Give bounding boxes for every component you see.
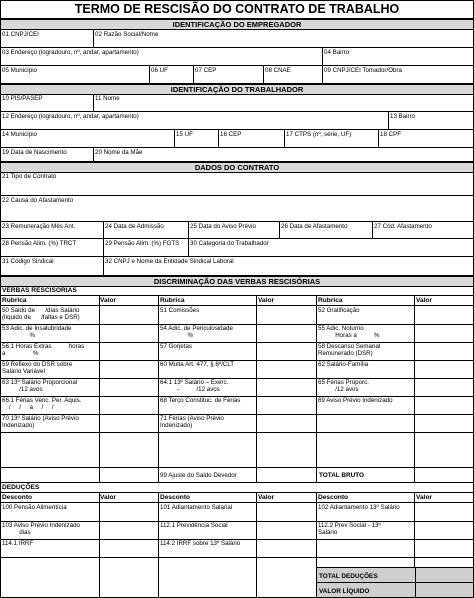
field-employee-name[interactable]: 11 Nome [94, 94, 473, 112]
deducoes-vline-1 [99, 493, 100, 597]
verbas-row-divider [1, 432, 473, 433]
field-union-entity[interactable]: 32 CNPJ e Nome da Entidade Sindical Laboral [104, 257, 473, 276]
field-departure-date[interactable]: 26 Data de Afastamento [280, 222, 373, 239]
deducoes-cell-c3-r1[interactable] [317, 503, 415, 521]
verbas-cell-c2-r7[interactable] [159, 414, 257, 432]
deducoes-label-line1: 112.1 Previdência Social [160, 522, 228, 529]
field-union-code[interactable]: 31 Código Sindical [1, 257, 104, 276]
field-employee-municipio[interactable]: 14 Município [1, 130, 175, 148]
verbas-cell-c3-r1[interactable] [317, 306, 415, 324]
field-cpf[interactable]: 18 CPF [379, 130, 473, 148]
verbas-label-line1: 51 Comissões [160, 307, 200, 314]
verbas-rubrica-header-1: Rubrica [2, 297, 27, 304]
verbas-cell-c1-r2[interactable] [1, 324, 99, 342]
verbas-label-line1: 69 Aviso Prévio Indenizado [318, 397, 393, 404]
deducoes-row-divider [1, 557, 473, 558]
deducoes-cell-c1-r2[interactable] [1, 521, 99, 539]
verbas-cell-c2-r3[interactable] [159, 342, 257, 360]
verbas-label-line2: a % [2, 350, 39, 357]
field-notice-date[interactable]: 25 Data do Aviso Prévio [189, 222, 280, 239]
verbas-label-line1: 63 13º Salário Proporcional [2, 379, 78, 386]
verbas-label-line2: Salário Variável [2, 368, 45, 375]
field-ajuste-saldo[interactable]: 99 Ajuste do Saldo Devedor [160, 472, 237, 479]
verbas-cell-c1-r6[interactable] [1, 396, 99, 414]
deducoes-cell-c3-r2[interactable] [317, 521, 415, 539]
verbas-ajuste-divider [1, 467, 473, 468]
field-employer-municipio[interactable]: 05 Município [1, 66, 150, 84]
verbas-rubrica-header-2: Rubrica [160, 297, 185, 304]
verbas-label-line2: Indenizado) [160, 422, 193, 429]
field-employee-address[interactable]: 12 Endereço (logradouro, nº, andar, apartamento) [1, 112, 389, 130]
verbas-cell-c3-r7[interactable] [317, 414, 415, 432]
deducoes-label-line1: 114.1 IRRF [2, 540, 34, 547]
deducoes-label-line1: 103 Aviso Prévio Indenizado [2, 522, 80, 529]
verbas-cell-c2-r1[interactable] [159, 306, 257, 324]
verbas-label-line2: - /12 avos [160, 386, 220, 393]
deducoes-label-line1: 101 Adiantamento Salarial [160, 504, 233, 511]
field-pis-pasep[interactable]: 10 PIS/PASEP [1, 94, 94, 112]
verbas-label-line1: 66.1 Férias Venc. Per. Aquis. [2, 397, 82, 404]
deducoes-valor-header-2: Valor [258, 494, 275, 501]
deducoes-cell-c3-r3[interactable] [317, 539, 415, 557]
verbas-cell-c1-r5[interactable] [1, 378, 99, 396]
field-ctps[interactable]: 17 CTPS (nº, série, UF) [285, 130, 379, 148]
field-employer-address[interactable]: 03 Endereço (logradouro, nº, andar, apartamento) [1, 48, 323, 66]
verbas-cell-c3-r4[interactable] [317, 360, 415, 378]
deducoes-label-line1: 114.2 IRRF sobre 13º Salário [160, 540, 241, 547]
verbas-label-line2: Remunerado (DSR) [318, 350, 373, 357]
total-deducoes-label: TOTAL DEDUÇÕES [317, 567, 415, 582]
field-employer-bairro[interactable]: 04 Bairro [323, 48, 473, 66]
verbas-label-line1: 68 Terço Constituc. de Férias [160, 397, 241, 404]
deducoes-desconto-header-3: Desconto [318, 494, 349, 501]
verbas-label-line2: (líquido de /faltas e DSR) [2, 314, 80, 321]
verbas-label-line1: 70 13º Salário (Aviso Prévio [2, 415, 79, 422]
deducoes-label-line2: dias [2, 529, 31, 536]
verbas-cell-c2-r6[interactable] [159, 396, 257, 414]
verbas-label-line2: / / a / / [2, 404, 54, 411]
deducoes-label-line1: 100 Pensão Alimentícia [2, 504, 67, 511]
deducoes-cell-c2-r1[interactable] [159, 503, 257, 521]
field-cnae[interactable]: 08 CNAE [264, 66, 323, 84]
verbas-cell-c2-r2[interactable] [159, 324, 257, 342]
field-employer-uf[interactable]: 06 UF [150, 66, 194, 84]
verbas-label-line2: % [2, 332, 36, 339]
deducoes-valor-header-1: Valor [100, 494, 117, 501]
verbas-label-line1: 64.1 13º Salário – Exerc. [160, 379, 229, 386]
verbas-header: VERBAS RESCISÓRIAS [1, 286, 473, 296]
deducoes-label-line1: 112.2 Prev Social - 13º [318, 522, 381, 529]
verbas-label-line2: % [160, 332, 194, 339]
section-employer-header: IDENTIFICAÇÃO DO EMPREGADOR [1, 19, 473, 30]
field-employee-bairro[interactable]: 13 Bairro [389, 112, 473, 130]
verbas-label-line1: 55 Adic. Noturno [318, 325, 364, 332]
verbas-label-line1: 54 Adic. de Periculosidade [160, 325, 233, 332]
verbas-cell-c1-r4[interactable] [1, 360, 99, 378]
field-alimony-fgts[interactable]: 29 Pensão Alim. (%) FGTS [104, 239, 189, 257]
field-termination-cause[interactable]: 22 Causa do Afastamento [1, 196, 473, 222]
deducoes-cell-c1-r1[interactable] [1, 503, 99, 521]
verbas-label-line1: 62 Salário-Família [318, 361, 369, 368]
verbas-label-line2: /12 avos [2, 386, 43, 393]
verbas-cell-c3-r2[interactable] [317, 324, 415, 342]
total-bruto-label: TOTAL BRUTO [319, 472, 364, 479]
field-razao-social[interactable]: 02 Razão Social/Nome [94, 30, 473, 48]
field-departure-code[interactable]: 27 Cód. Afastamento [373, 222, 473, 239]
verbas-label-line1: 57 Gorjetas [160, 343, 192, 350]
field-employee-cep[interactable]: 16 CEP [219, 130, 285, 148]
verbas-label-line1: 53 Adic. de Insalubridade [2, 325, 72, 332]
verbas-label-line1: 58 Descanso Semanal [318, 343, 381, 350]
deducoes-cell-c2-r3[interactable] [159, 539, 257, 557]
section-employee-header: IDENTIFICAÇÃO DO TRABALHADOR [1, 84, 473, 95]
deducoes-label-line2: Salário [318, 529, 338, 536]
field-admission-date[interactable]: 24 Data de Admissão [104, 222, 189, 239]
deducoes-valor-header-3: Valor [416, 494, 433, 501]
verbas-cell-c3-r3[interactable] [317, 342, 415, 360]
verbas-valor-header-2: Valor [258, 297, 275, 304]
deducoes-label-line1: 102 Adiantamento 13º Salário [318, 504, 400, 511]
section-discrimination-header: DISCRIMINAÇÃO DAS VERBAS RESCISÓRIAS [1, 276, 473, 287]
verbas-label-line1: 60 Multa Art. 477, § 8º/CLT [160, 361, 235, 368]
field-cnpj-cei[interactable]: 01 CNPJ/CEI [1, 30, 94, 48]
form-title: TERMO DE RESCISÃO DO CONTRATO DE TRABALHO [1, 1, 473, 19]
verbas-valor-header-3: Valor [416, 297, 433, 304]
field-birth-date[interactable]: 19 Data de Nascimento [1, 148, 94, 162]
field-employee-uf[interactable]: 15 UF [175, 130, 219, 148]
deducoes-desconto-header-2: Desconto [160, 494, 191, 501]
field-previous-salary[interactable]: 23 Remuneração Mês Ant. [1, 222, 104, 239]
field-alimony-trct[interactable]: 28 Pensão Alim. (%) TRCT [1, 239, 104, 257]
verbas-label-line1: 59 Reflexo do DSR sobre [2, 361, 73, 368]
deducoes-cell-c2-r2[interactable] [159, 521, 257, 539]
verbas-label-line2: /12 avos [318, 386, 359, 393]
verbas-label-line1: 56.1 Horas Extras horas [2, 343, 85, 350]
field-employer-cep[interactable]: 07 CEP [194, 66, 264, 84]
field-tomador-obra[interactable]: 09 CNPJ/CEI Tomador/Obra [323, 66, 473, 84]
verbas-cell-c1-r7[interactable] [1, 414, 99, 432]
section-contract-header: DADOS DO CONTRATO [1, 162, 473, 173]
verbas-cell-c1-r3[interactable] [1, 342, 99, 360]
deducoes-header: DEDUÇÕES [1, 483, 473, 493]
valor-liquido-label: VALOR LÍQUIDO [317, 582, 415, 597]
deducoes-desconto-header-1: Desconto [2, 494, 33, 501]
verbas-cell-c1-r1[interactable] [1, 306, 99, 324]
verbas-label-line2: Horas a % [318, 332, 380, 339]
verbas-cell-c2-r5[interactable] [159, 378, 257, 396]
verbas-rubrica-header-3: Rubrica [318, 297, 343, 304]
verbas-cell-c3-r6[interactable] [317, 396, 415, 414]
field-contract-type[interactable]: 21 Tipo de Contrato [1, 172, 473, 196]
deducoes-cell-c1-r3[interactable] [1, 539, 99, 557]
verbas-label-line1: 52 Gratificação [318, 307, 360, 314]
verbas-cell-c2-r4[interactable] [159, 360, 257, 378]
verbas-label-line1: 50 Saldo de /dias Salário [2, 307, 80, 314]
verbas-label-line1: 71 Férias (Aviso Prévio [160, 415, 224, 422]
field-mother-name[interactable]: 20 Nome da Mãe [94, 148, 473, 162]
totals-value-divider [415, 582, 473, 583]
verbas-label-line2: Indenizado) [2, 422, 35, 429]
verbas-valor-header-1: Valor [100, 297, 117, 304]
verbas-label-line1: 65 Férias Proporc. [318, 379, 369, 386]
field-worker-category[interactable]: 30 Categoria do Trabalhador [189, 239, 473, 257]
verbas-cell-c3-r5[interactable] [317, 378, 415, 396]
